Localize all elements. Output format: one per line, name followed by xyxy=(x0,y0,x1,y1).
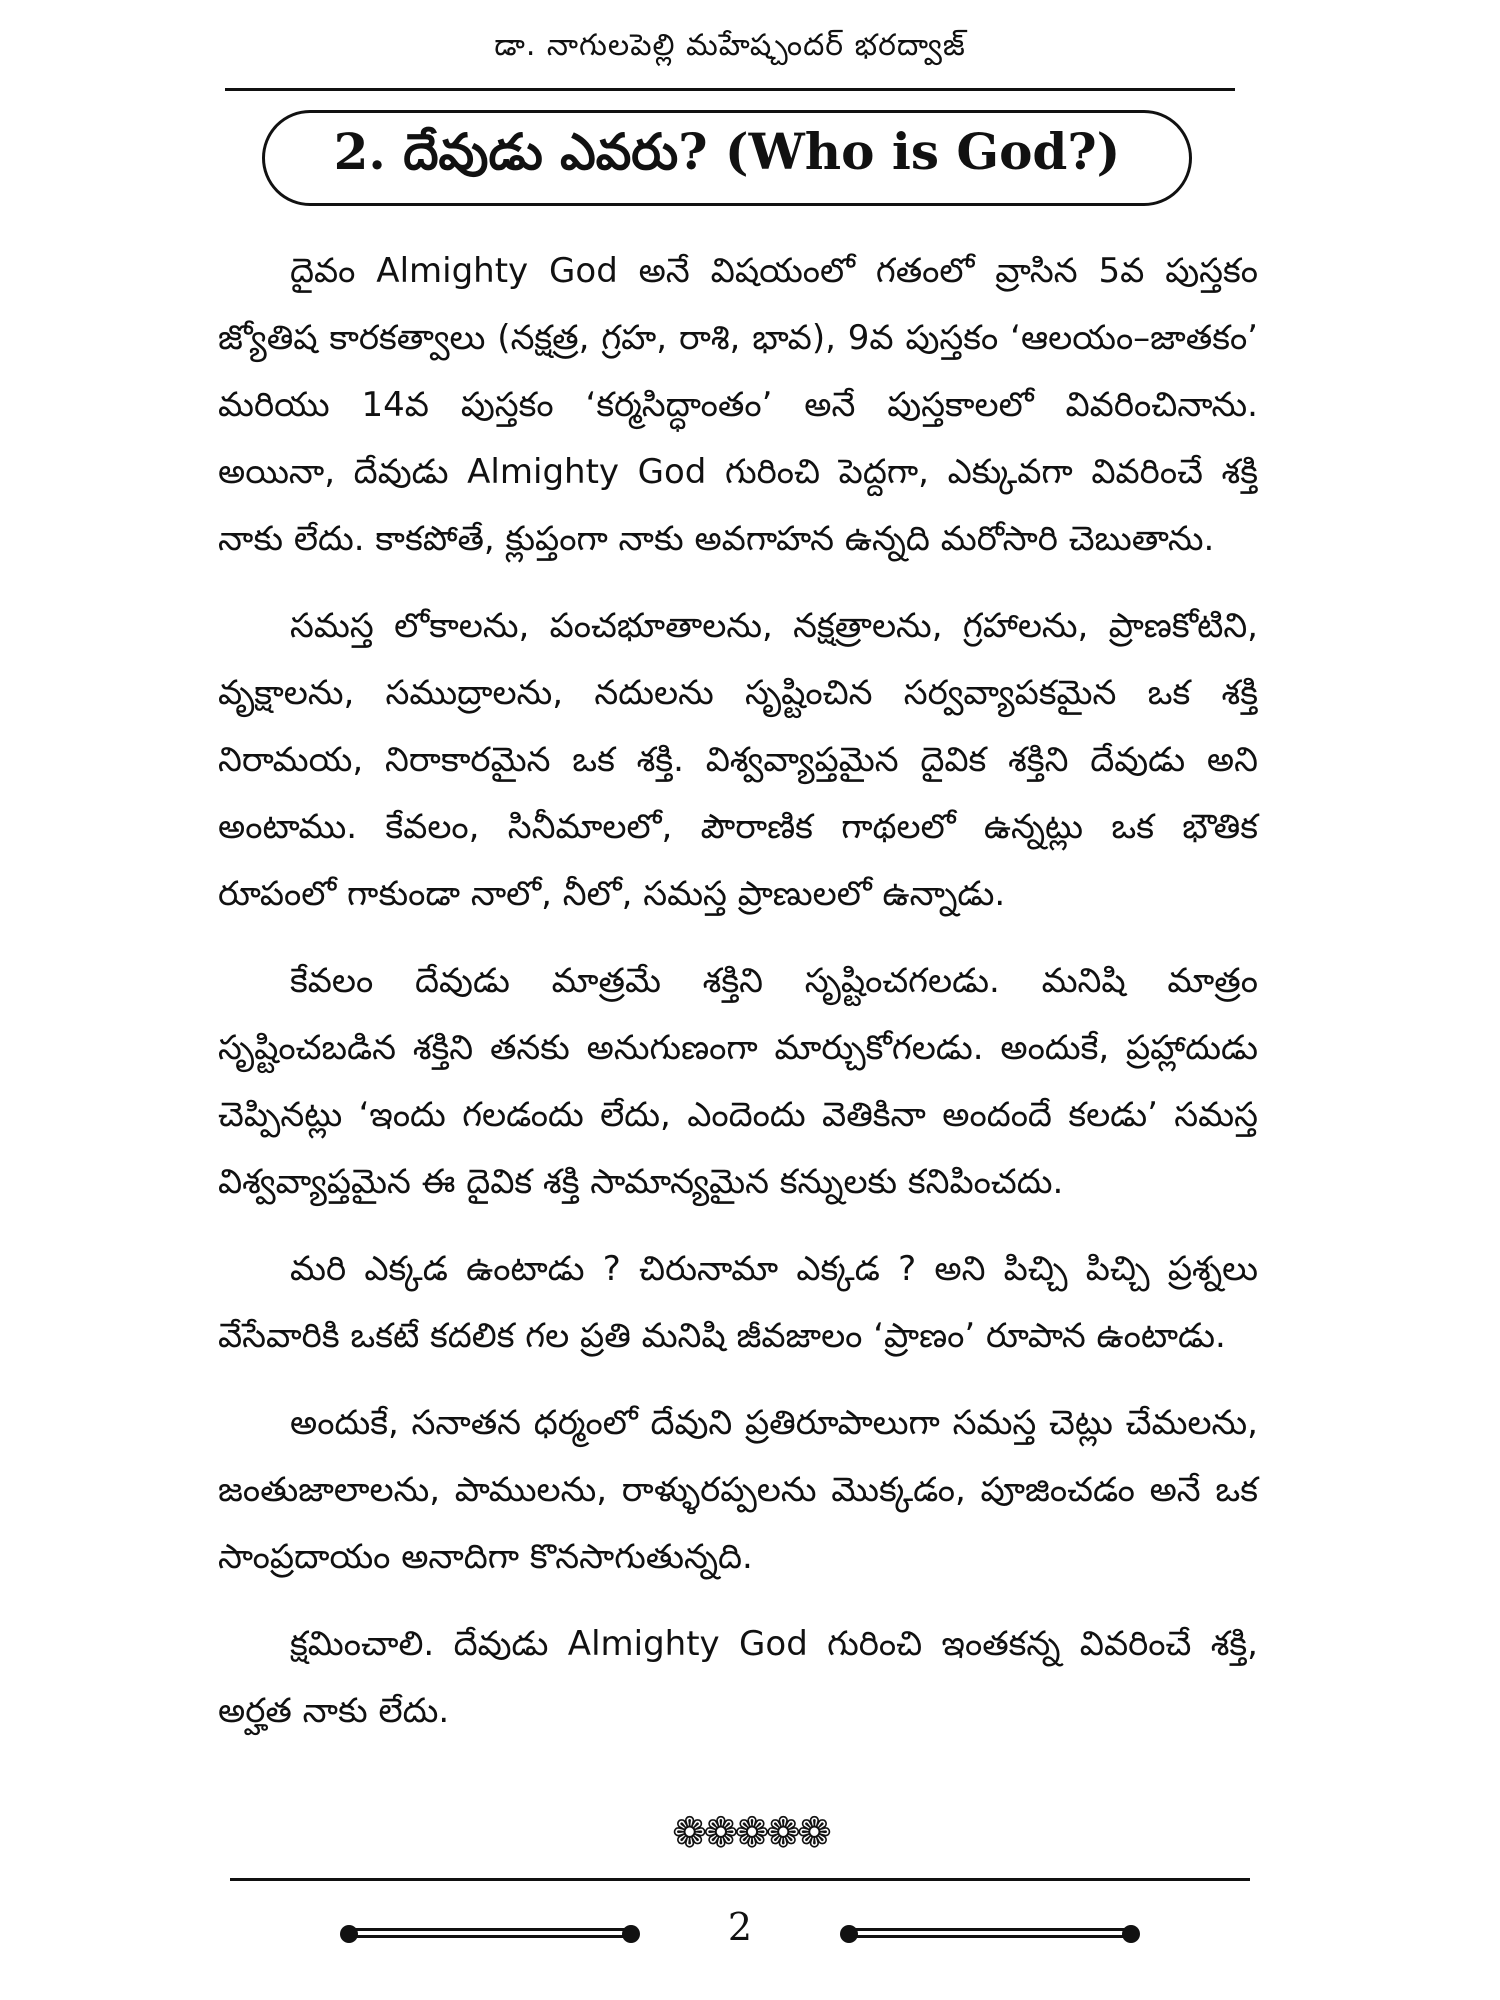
footer-left-flourish xyxy=(340,1926,640,1942)
header-divider xyxy=(225,88,1235,91)
flourish-dot-icon xyxy=(622,1925,640,1943)
page-number: 2 xyxy=(727,1905,753,1949)
footer-divider xyxy=(230,1878,1250,1881)
footer-right-flourish xyxy=(840,1926,1140,1942)
paragraph: మరి ఎక్కడ ఉంటాడు ? చిరునామా ఎక్కడ ? అని పిచ్చి పిచ్చి ప్రశ్నలు వేసేవారికి ఒకటే కదలిక గల ప్రతి మనిషి జీవజాలం ‘ప్రాణం’ రూపాన ఉంటాడు. xyxy=(218,1249,1258,1356)
flourish-double-line xyxy=(354,1928,626,1938)
chapter-title: 2. దేవుడు ఎవరు? (Who is God?) xyxy=(333,122,1121,181)
chapter-title-box xyxy=(262,110,1192,206)
flourish-double-line xyxy=(854,1928,1126,1938)
paragraph: సమస్త లోకాలను, పంచభూతాలను, నక్షత్రాలను, గ్రహాలను, ప్రాణకోటిని, వృక్షాలను, సముద్రాలను, నదులను సృష్టించిన సర్వవ్యాపకమైన ఒక శక్తి నిరామయ, నిరాకారమైన ఒక శక్తి. విశ్వవ్యాప్తమైన దైవిక శక్తిని దేవుడు అని అంటాము. కేవలం, సినీమాలలో, పౌరాణిక గాథలలో ఉన్నట్లు ఒక భౌతిక రూపంలో గాకుండా నాలో, నీలో, సమస్త ప్రాణులలో ఉన్నాడు. xyxy=(218,606,1258,914)
body-text xyxy=(218,238,1258,1765)
paragraph: అందుకే, సనాతన ధర్మంలో దేవుని ప్రతిరూపాలుగా సమస్త చెట్లు చేమలను, జంతుజాలాలను, పాములను, రాళ్ళురప్పలను మొక్కడం, పూజించడం అనే ఒక సాంప్రదాయం అనాదిగా కొనసాగుతున్నది. xyxy=(218,1403,1258,1577)
paragraph: కేవలం దేవుడు మాత్రమే శక్తిని సృష్టించగలడు. మనిషి మాత్రం సృష్టించబడిన శక్తిని తనకు అనుగుణంగా మార్చుకోగలడు. అందుకే, ప్రహ్లాదుడు చెప్పినట్లు ‘ఇందు గలడందు లేదు, ఎందెందు వెతికినా అందందే కలడు’ సమస్త విశ్వవ్యాప్తమైన ఈ దైవిక శక్తి సామాన్యమైన కన్నులకు కనిపించదు. xyxy=(218,961,1258,1202)
section-end-ornament: ❁❁❁❁❁ xyxy=(672,1808,828,1857)
paragraph: క్షమించాలి. దేవుడు Almighty God గురించి ఇంతకన్న వివరించే శక్తి, అర్హత నాకు లేదు. xyxy=(218,1624,1258,1731)
flourish-dot-icon xyxy=(1122,1925,1140,1943)
running-header-author: డా. నాగులపెల్లి మహేష్చందర్ భరద్వాజ్ xyxy=(494,28,966,63)
paragraph: దైవం Almighty God అనే విషయంలో గతంలో వ్రాసిన 5వ పుస్తకం జ్యోతిష కారకత్వాలు (నక్షత్ర, గ్రహ, రాశి, భావ), 9వ పుస్తకం ‘ఆలయం–జాతకం’ మరియు 14వ పుస్తకం ‘కర్మసిద్ధాంతం’ అనే పుస్తకాలలో వివరించినాను. అయినా, దేవుడు Almighty God గురించి పెద్దగా, ఎక్కువగా వివరించే శక్తి నాకు లేదు. కాకపోతే, క్లుప్తంగా నాకు అవగాహన ఉన్నది మరోసారి చెబుతాను. xyxy=(218,251,1258,559)
